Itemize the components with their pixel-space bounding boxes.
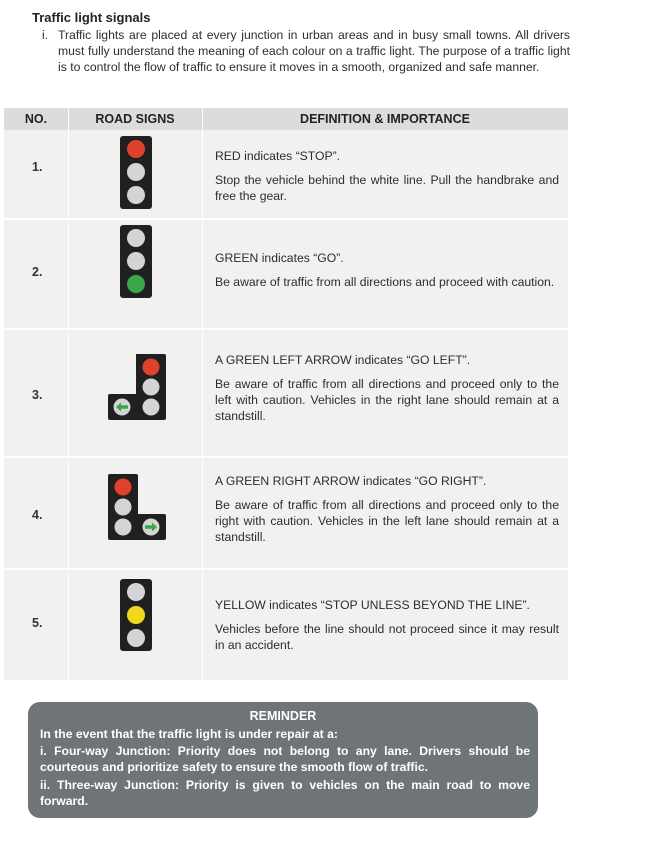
green-right-arrow-traffic-light-icon: [108, 474, 166, 540]
reminder-item: [40, 777, 530, 809]
intro-text: Traffic lights are placed at every junction in urban areas and in busy small towns. All drivers must fully understand the meaning of each colour on a traffic light. The purpose of a traffic light is to control the flow of traffic to ensure it moves in a smooth, organized and safe manner.: [58, 28, 570, 74]
reminder-box: [28, 702, 538, 818]
yellow-traffic-light-icon: [120, 579, 152, 651]
reminder-item: [40, 743, 530, 775]
reminder-item-text: Four-way Junction: Priority does not belong to any lane. Drivers should be courteous and prioritize safety to ensure the smooth flow of traffic.: [40, 744, 530, 774]
red-traffic-light-icon: [120, 136, 152, 209]
row-divider: [4, 568, 568, 570]
row-text: Be aware of traffic from all directions and proceed only to the left with caution. Vehicles in the right lane should remain at a standstill.: [215, 377, 559, 423]
row-label: A GREEN LEFT ARROW indicates “GO LEFT”.: [215, 353, 471, 367]
row-definition: [215, 597, 559, 653]
row-text: Be aware of traffic from all directions and proceed only to the right with caution. Vehicles in the left lane should remain at a standstill.: [215, 498, 559, 544]
row-number: 1.: [32, 160, 43, 174]
row-divider: [4, 456, 568, 458]
reminder-item-numeral: i.: [40, 744, 47, 758]
row-divider: [4, 328, 568, 330]
row-text: Stop the vehicle behind the white line. Pull the handbrake and free the gear.: [215, 173, 559, 203]
section-title: Traffic light signals: [32, 10, 151, 25]
reminder-intro: In the event that the traffic light is under repair at a:: [40, 727, 338, 741]
traffic-signals-table: [4, 108, 568, 680]
row-definition: [215, 148, 559, 204]
row-text: Vehicles before the line should not proceed since it may result in an accident.: [215, 622, 559, 652]
row-number: 4.: [32, 508, 43, 522]
header-definition: DEFINITION & IMPORTANCE: [300, 112, 470, 126]
row-number: 5.: [32, 616, 43, 630]
row-label: GREEN indicates “GO”.: [215, 251, 344, 265]
row-definition: [215, 352, 559, 424]
column-divider: [68, 108, 69, 680]
row-definition: [215, 473, 559, 545]
reminder-item-numeral: ii.: [40, 778, 51, 792]
table-header: [4, 108, 568, 130]
row-number: 2.: [32, 265, 43, 279]
row-text: Be aware of traffic from all directions and proceed with caution.: [215, 275, 555, 289]
reminder-title: REMINDER: [249, 709, 317, 723]
header-road-signs: ROAD SIGNS: [95, 112, 175, 126]
row-label: A GREEN RIGHT ARROW indicates “GO RIGHT”.: [215, 474, 487, 488]
green-left-arrow-traffic-light-icon: [108, 354, 166, 420]
row-definition: [215, 250, 559, 290]
green-traffic-light-icon: [120, 225, 152, 298]
column-divider: [202, 108, 203, 680]
intro-numeral: i.: [42, 28, 49, 42]
header-no: NO.: [24, 112, 48, 126]
row-divider: [4, 218, 568, 220]
row-number: 3.: [32, 388, 43, 402]
intro-paragraph: [42, 27, 570, 75]
row-label: RED indicates “STOP”.: [215, 149, 341, 163]
row-label: YELLOW indicates “STOP UNLESS BEYOND THE LINE”.: [215, 598, 530, 612]
reminder-item-text: Three-way Junction: Priority is given to vehicles on the main road to move forward.: [40, 778, 530, 808]
